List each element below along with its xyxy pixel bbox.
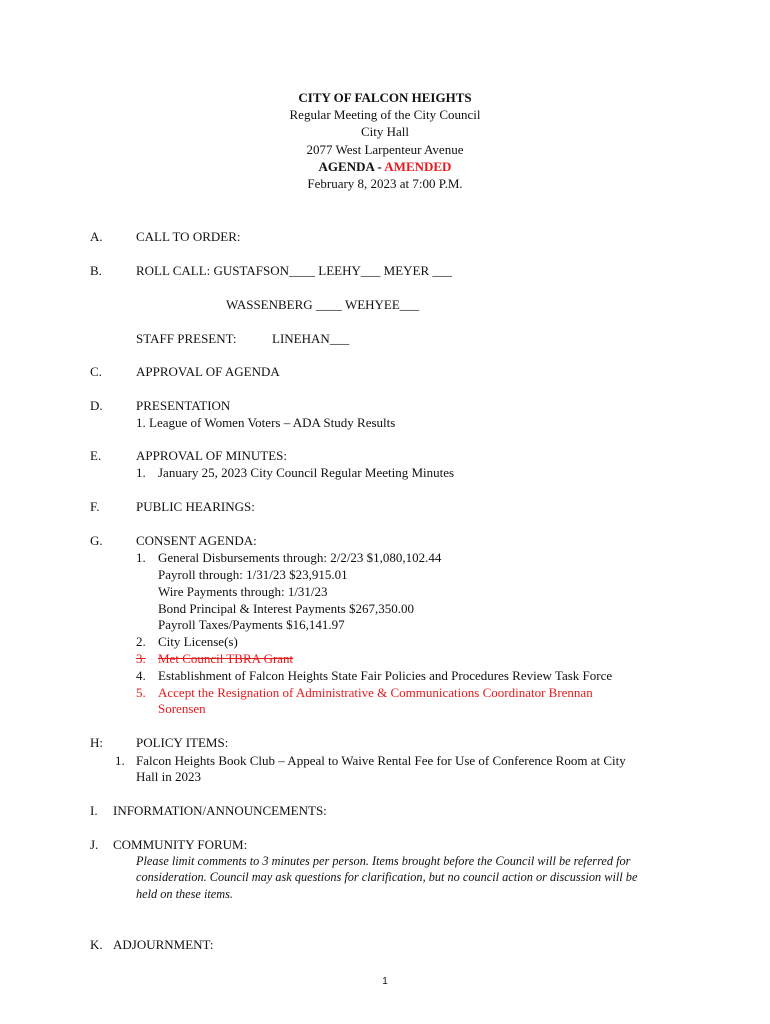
consent-item-4-number: 4. bbox=[136, 668, 146, 683]
agenda-label: AGENDA - bbox=[318, 158, 385, 174]
section-e-letter: E. bbox=[90, 448, 102, 463]
minutes-item-1: January 25, 2023 City Council Regular Meeting Minutes bbox=[158, 465, 455, 480]
consent-item-1-line-4: Bond Principal & Interest Payments $267,350.00 bbox=[158, 601, 415, 616]
forum-note-line-2: consideration. Council may ask questions for clarification, but no council action or discussion will be bbox=[136, 870, 638, 884]
section-c-title: APPROVAL OF AGENDA bbox=[136, 364, 280, 379]
city-name: CITY OF FALCON HEIGHTS bbox=[298, 90, 472, 105]
section-e-title: APPROVAL OF MINUTES: bbox=[136, 448, 287, 463]
section-a-letter: A. bbox=[90, 229, 103, 244]
section-g-letter: G. bbox=[90, 533, 103, 548]
section-h-title: POLICY ITEMS: bbox=[136, 735, 229, 750]
consent-item-1-line-3: Wire Payments through: 1/31/23 bbox=[158, 584, 328, 599]
roll-call-line1: ROLL CALL: GUSTAFSON____ LEEHY___ MEYER ___ bbox=[136, 263, 452, 278]
meeting-address: 2077 West Larpenteur Avenue bbox=[306, 141, 464, 157]
section-c-letter: C. bbox=[90, 364, 102, 379]
amended-label: AMENDED bbox=[384, 158, 452, 174]
consent-item-5-line-1: Accept the Resignation of Administrative & Communications Coordinator Brennan bbox=[158, 685, 593, 700]
section-d-letter: D. bbox=[90, 398, 103, 413]
section-f-title: PUBLIC HEARINGS: bbox=[136, 499, 255, 514]
forum-note-line-1: Please limit comments to 3 minutes per person. Items brought before the Council will be referred for bbox=[136, 854, 631, 868]
page-number: 1 bbox=[382, 976, 388, 987]
consent-item-2: City License(s) bbox=[158, 634, 238, 649]
section-k-letter: K. bbox=[90, 937, 103, 952]
consent-item-4: Establishment of Falcon Heights State Fair Policies and Procedures Review Task Force bbox=[158, 668, 613, 683]
policy-item-1-number: 1. bbox=[115, 753, 125, 768]
section-j-letter: J. bbox=[90, 837, 99, 852]
section-d-title: PRESENTATION bbox=[136, 398, 231, 413]
section-g-title: CONSENT AGENDA: bbox=[136, 533, 257, 548]
section-i-title: INFORMATION/ANNOUNCEMENTS: bbox=[113, 803, 327, 818]
agenda-header bbox=[0, 89, 770, 192]
consent-item-3-number: 3. bbox=[136, 651, 146, 666]
presentation-item-1: 1. League of Women Voters – ADA Study Results bbox=[136, 415, 396, 430]
section-f-letter: F. bbox=[90, 499, 100, 514]
section-i-letter: I. bbox=[90, 803, 98, 818]
minutes-item-1-number: 1. bbox=[136, 465, 146, 480]
section-j-title: COMMUNITY FORUM: bbox=[113, 837, 248, 852]
policy-item-1-line-1: Falcon Heights Book Club – Appeal to Waive Rental Fee for Use of Conference Room at City bbox=[136, 753, 626, 768]
section-b-letter: B. bbox=[90, 263, 102, 278]
meeting-location: City Hall bbox=[360, 124, 410, 140]
section-h-letter: H: bbox=[90, 735, 103, 750]
forum-note-line-3: held on these items. bbox=[136, 887, 233, 901]
agenda-title bbox=[0, 158, 770, 175]
consent-item-1-line-5: Payroll Taxes/Payments $16,141.97 bbox=[158, 617, 345, 632]
section-k-title: ADJOURNMENT: bbox=[113, 937, 214, 952]
consent-item-5-number: 5. bbox=[136, 685, 146, 700]
consent-item-3-struck: Met Council TBRA Grant bbox=[158, 651, 294, 666]
staff-present-label: STAFF PRESENT: bbox=[136, 331, 237, 346]
consent-item-1-line-1: General Disbursements through: 2/2/23 $1,080,102.44 bbox=[158, 550, 442, 565]
consent-item-1-number: 1. bbox=[136, 550, 146, 565]
consent-item-5-line-2: Sorensen bbox=[158, 701, 206, 716]
section-a-title: CALL TO ORDER: bbox=[136, 229, 241, 244]
consent-item-1-line-2: Payroll through: 1/31/23 $23,915.01 bbox=[158, 567, 348, 582]
roll-call-line2: WASSENBERG ____ WEHYEE___ bbox=[226, 297, 420, 312]
policy-item-1-line-2: Hall in 2023 bbox=[136, 769, 201, 784]
consent-item-2-number: 2. bbox=[136, 634, 146, 649]
meeting-date: February 8, 2023 at 7:00 P.M. bbox=[307, 176, 463, 192]
staff-present-names: LINEHAN___ bbox=[272, 331, 350, 346]
meeting-type: Regular Meeting of the City Council bbox=[289, 107, 481, 123]
